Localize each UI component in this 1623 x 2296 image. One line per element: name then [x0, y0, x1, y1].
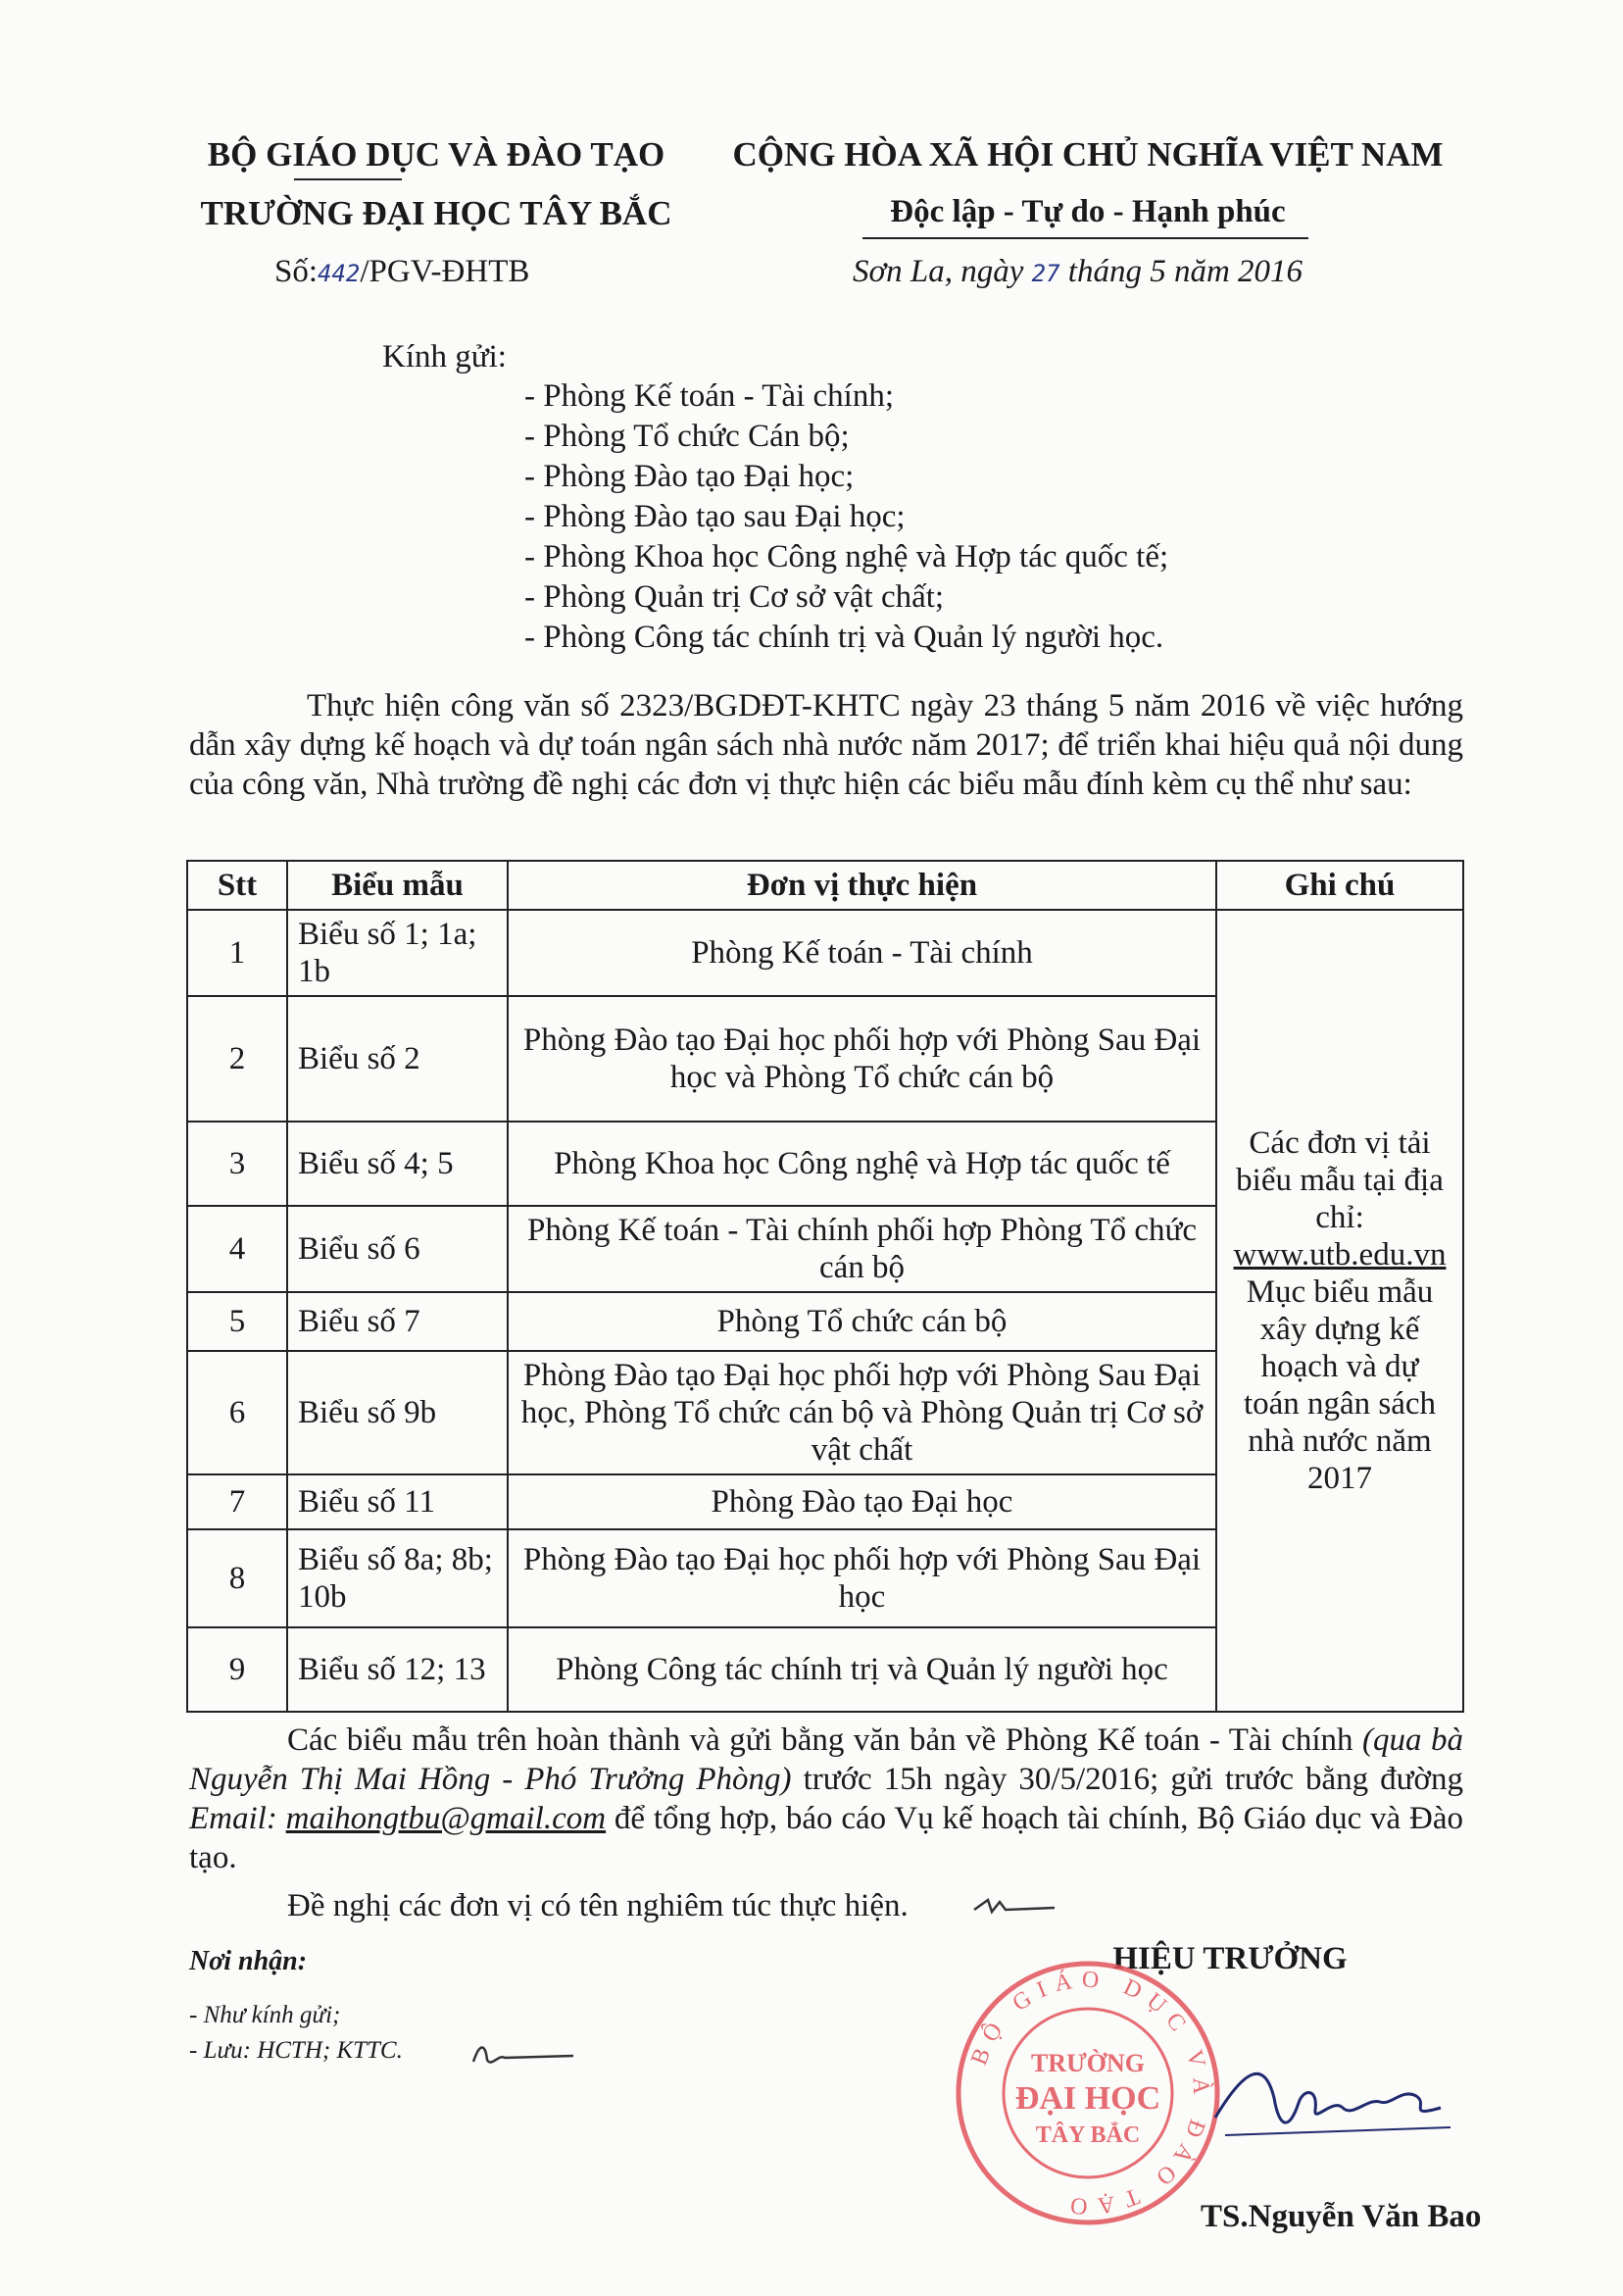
recipient-item: - Phòng Kế toán - Tài chính; [524, 378, 894, 414]
cell-stt: 3 [187, 1122, 287, 1206]
closing-text-a: Các biểu mẫu trên hoàn thành và gửi bằng văn bản về Phòng Kế toán - Tài chính [287, 1722, 1353, 1758]
cell-stt: 8 [187, 1529, 287, 1627]
recipient-item: - Phòng Khoa học Công nghệ và Hợp tác quốc tế; [524, 539, 1169, 574]
note-link[interactable]: www.utb.edu.vn [1233, 1237, 1447, 1273]
cell-unit: Phòng Công tác chính trị và Quản lý người học [508, 1627, 1216, 1712]
cell-unit: Phòng Khoa học Công nghệ và Hợp tác quốc tế [508, 1122, 1216, 1206]
closing-contact-person: (qua bà Nguyễn Thị Mai Hồng - Phó Trưởng Phòng) [189, 1722, 1463, 1797]
cell-unit: Phòng Đào tạo Đại học phối hợp với Phòng Sau Đại học [508, 1529, 1216, 1627]
cell-stt: 6 [187, 1351, 287, 1474]
signer-title: HIỆU TRƯỞNG [1112, 1941, 1348, 1976]
university-name: TRƯỜNG ĐẠI HỌC TÂY BẮC [200, 194, 672, 232]
table-header-row [187, 861, 1463, 910]
cell-form: Biểu số 6 [287, 1206, 508, 1292]
cell-stt: 2 [187, 996, 287, 1122]
stamp-line-1: TRƯỜNG [1030, 2049, 1146, 2077]
cell-unit: Phòng Đào tạo Đại học phối hợp với Phòng Sau Đại học và Phòng Tổ chức cán bộ [508, 996, 1216, 1122]
stamp-line-3: TÂY BẮC [1035, 2122, 1141, 2148]
intro-paragraph: Thực hiện công văn số 2323/BGDĐT-KHTC ngày 23 tháng 5 năm 2016 về việc hướng dẫn xây dựng kế hoạch và dự toán ngân sách nhà nước năm 2017; để triển khai hiệu quả nội dung của công văn, Nhà trường đề nghị các đơn vị thực hiện các biểu mẫu đính kèm cụ thể như sau: [189, 688, 1463, 802]
noi-nhan-item: - Như kính gửi; [189, 2002, 341, 2028]
cell-form: Biểu số 9b [287, 1351, 508, 1474]
cell-stt: 9 [187, 1627, 287, 1712]
initials-scribble-icon [466, 2034, 583, 2073]
cell-unit: Phòng Kế toán - Tài chính phối hợp Phòng Tổ chức cán bộ [508, 1206, 1216, 1292]
recipient-item: - Phòng Tổ chức Cán bộ; [524, 419, 850, 454]
cell-unit: Phòng Đào tạo Đại học phối hợp với Phòng Sau Đại học, Phòng Tổ chức cán bộ và Phòng Quản trị Cơ sở vật chất [508, 1351, 1216, 1474]
date-day-handwritten: 27 [1031, 260, 1060, 287]
document-number [274, 253, 529, 292]
motto: Độc lập - Tự do - Hạnh phúc [890, 194, 1286, 229]
stamp-line-2: ĐẠI HỌC [1014, 2080, 1161, 2117]
closing-paragraph [189, 1721, 1463, 1877]
cell-form: Biểu số 2 [287, 996, 508, 1122]
recipient-item: - Phòng Công tác chính trị và Quản lý người học. [524, 620, 1164, 655]
recipient-item: - Phòng Quản trị Cơ sở vật chất; [524, 579, 945, 615]
stamp-ring-text: BỘ GIÁO DỤC VÀ ĐÀO TẠO [966, 1967, 1214, 2220]
document-date [853, 253, 1303, 292]
date-suffix: tháng 5 năm 2016 [1067, 254, 1303, 289]
cell-stt: 7 [187, 1474, 287, 1529]
doc-number-suffix: /PGV-ĐHTB [360, 254, 530, 289]
cell-note [1216, 910, 1463, 1712]
ministry-underline [294, 178, 402, 180]
cell-form: Biểu số 11 [287, 1474, 508, 1529]
header-note: Ghi chú [1216, 861, 1463, 910]
ministry-name: BỘ GIÁO DỤC VÀ ĐÀO TẠO [207, 135, 665, 174]
closing-request: Đề nghị các đơn vị có tên nghiêm túc thực hiện. [287, 1888, 909, 1923]
email-label: Email: [189, 1801, 277, 1836]
official-stamp [951, 1956, 1225, 2230]
header-stt: Stt [187, 861, 287, 910]
cell-form: Biểu số 12; 13 [287, 1627, 508, 1712]
cell-form: Biểu số 8a; 8b; 10b [287, 1529, 508, 1627]
noi-nhan-label: Nơi nhận: [189, 1946, 308, 1976]
note-text-2: Mục biểu mẫu xây dựng kế hoạch và dự toán ngân sách nhà nước năm 2017 [1243, 1274, 1437, 1496]
recipient-item: - Phòng Đào tạo Đại học; [524, 459, 855, 494]
closing-text-d: để tổng hợp, báo cáo Vụ kế hoạch tài chính, Bộ Giáo dục và Đào tạo. [189, 1801, 1464, 1875]
cell-stt: 4 [187, 1206, 287, 1292]
doc-number-prefix: Số: [274, 254, 319, 289]
closing-text-c: trước 15h ngày 30/5/2016; gửi trước bằng đường [803, 1762, 1463, 1797]
forms-table [186, 860, 1464, 1713]
header-unit: Đơn vị thực hiện [508, 861, 1216, 910]
cell-unit: Phòng Kế toán - Tài chính [508, 910, 1216, 996]
email-link[interactable]: maihongtbu@gmail.com [285, 1801, 607, 1836]
recipients-list [524, 377, 1168, 659]
signature-icon [1205, 2059, 1460, 2147]
doc-number-handwritten: 442 [318, 260, 361, 287]
initials-mark-icon [970, 1892, 1058, 1922]
recipients-label: Kính gửi: [382, 339, 507, 374]
noi-nhan-item: - Lưu: HCTH; KTTC. [189, 2037, 403, 2064]
cell-unit: Phòng Tổ chức cán bộ [508, 1292, 1216, 1351]
signer-name: TS.Nguyễn Văn Bao [1201, 2199, 1482, 2234]
header-form: Biểu mẫu [287, 861, 508, 910]
country-name: CỘNG HÒA XÃ HỘI CHỦ NGHĨA VIỆT NAM [732, 135, 1444, 174]
cell-stt: 1 [187, 910, 287, 996]
cell-form: Biểu số 1; 1a; 1b [287, 910, 508, 996]
motto-underline [862, 237, 1308, 239]
date-prefix: Sơn La, ngày [853, 254, 1024, 289]
cell-stt: 5 [187, 1292, 287, 1351]
table-row [187, 910, 1463, 996]
cell-form: Biểu số 4; 5 [287, 1122, 508, 1206]
cell-unit: Phòng Đào tạo Đại học [508, 1474, 1216, 1529]
recipient-item: - Phòng Đào tạo sau Đại học; [524, 499, 906, 534]
cell-form: Biểu số 7 [287, 1292, 508, 1351]
note-text-1: Các đơn vị tải biểu mẫu tại địa chỉ: [1236, 1125, 1444, 1235]
stamp-icon [951, 1956, 1225, 2230]
